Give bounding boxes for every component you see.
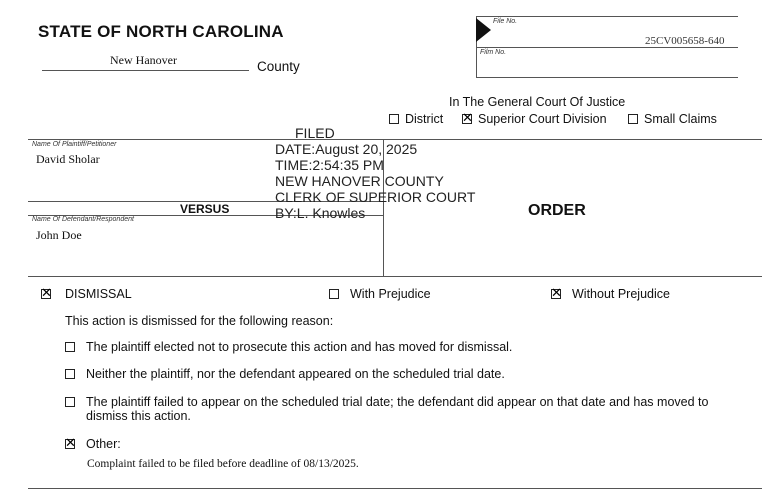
court-title: In The General Court Of Justice xyxy=(449,95,626,109)
other-explanation: Complaint failed to be filed before deadline of 08/13/2025. xyxy=(87,458,359,470)
reason-text-1: The plaintiff elected not to prosecute this action and has moved for dismissal. xyxy=(86,340,513,354)
versus-label: VERSUS xyxy=(180,202,230,216)
file-no-divider xyxy=(476,47,738,48)
film-no-label: Film No. xyxy=(480,49,507,56)
reason-text-other: Other: xyxy=(86,437,121,451)
stamp-time: TIME:2:54:35 PM xyxy=(275,157,384,173)
reason-text-2: Neither the plaintiff, nor the defendant appeared on the scheduled trial date. xyxy=(86,367,505,381)
reason-checkbox-other[interactable] xyxy=(65,439,75,449)
district-label: District xyxy=(405,112,444,126)
reason-text-3: The plaintiff failed to appear on the scheduled trial date; the defendant did appear on that date and has moved to dismiss this action. xyxy=(86,395,709,423)
county-underline xyxy=(42,70,249,71)
superior-court-label: Superior Court Division xyxy=(478,112,607,126)
parties-bottom-border xyxy=(28,276,762,277)
file-no-arrow-icon xyxy=(476,18,491,42)
defendant-label: Name Of Defendant/Respondent xyxy=(32,216,134,223)
plaintiff-label: Name Of Plaintiff/Petitioner xyxy=(32,141,117,148)
small-claims-checkbox[interactable] xyxy=(628,114,638,124)
file-box-top-border xyxy=(476,16,738,17)
file-box-bottom-border xyxy=(476,77,738,78)
small-claims-label: Small Claims xyxy=(644,112,717,126)
dismissal-intro: This action is dismissed for the following reason: xyxy=(65,314,334,328)
with-prejudice-label: With Prejudice xyxy=(350,287,431,301)
without-prejudice-checkbox[interactable] xyxy=(551,289,561,299)
county-name: New Hanover xyxy=(110,53,177,67)
stamp-clerk: CLERK OF SUPERIOR COURT xyxy=(275,189,476,205)
reason-checkbox-3[interactable] xyxy=(65,397,75,407)
defendant-name: John Doe xyxy=(36,228,82,242)
plaintiff-name: David Sholar xyxy=(36,152,100,166)
stamp-filed: FILED xyxy=(295,125,335,141)
file-no-label: File No. xyxy=(493,18,518,25)
district-checkbox[interactable] xyxy=(389,114,399,124)
county-label: County xyxy=(257,59,300,74)
superior-court-checkbox[interactable] xyxy=(462,114,472,124)
without-prejudice-label: Without Prejudice xyxy=(572,287,670,301)
dismissal-checkbox[interactable] xyxy=(41,289,51,299)
state-title: STATE OF NORTH CAROLINA xyxy=(38,22,284,41)
reason-checkbox-1[interactable] xyxy=(65,342,75,352)
order-title: ORDER xyxy=(528,202,586,219)
stamp-by: BY:L. Knowles xyxy=(275,205,366,221)
filed-stamp xyxy=(275,125,475,221)
file-no-value: 25CV005658-640 xyxy=(645,35,725,47)
reason-checkbox-2[interactable] xyxy=(65,369,75,379)
dismissal-label: DISMISSAL xyxy=(65,287,132,301)
stamp-date: DATE:August 20, 2025 xyxy=(275,141,418,157)
with-prejudice-checkbox[interactable] xyxy=(329,289,339,299)
stamp-county: NEW HANOVER COUNTY xyxy=(275,173,444,189)
section-bottom-border xyxy=(28,488,762,489)
